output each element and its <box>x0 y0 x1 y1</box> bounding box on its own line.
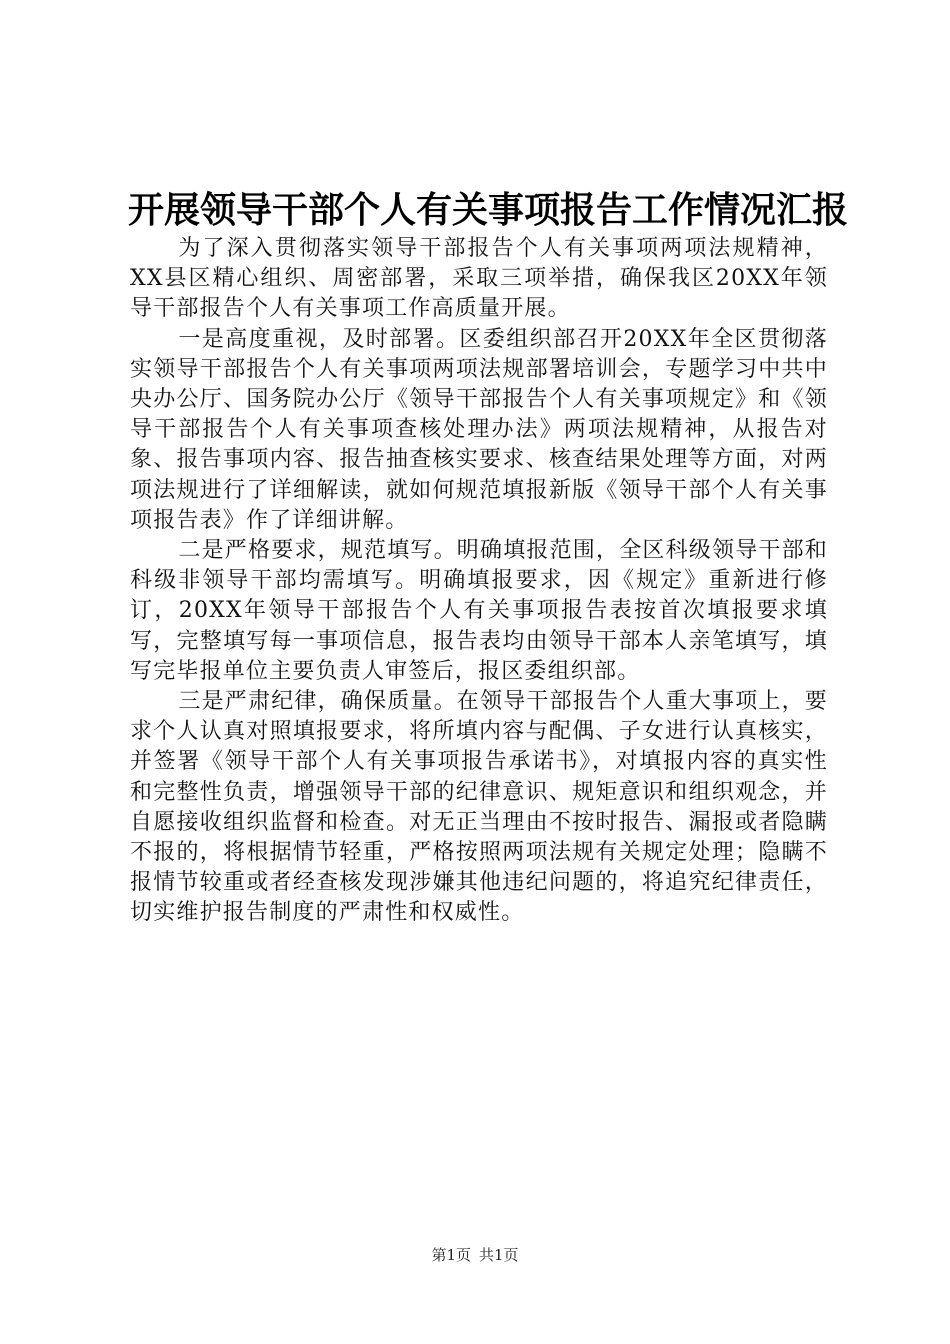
document-title: 开展领导干部个人有关事项报告工作情况汇报 <box>128 189 849 231</box>
page-footer <box>0 1245 950 1265</box>
document-body <box>130 234 828 929</box>
page-total: 共1页 <box>479 1246 519 1264</box>
paragraph-point-one: 一是高度重视，及时部署。区委组织部召开20XX年全区贯彻落实领导干部报告个人有关事项两项法规部署培训会，专题学习中共中央办公厅、国务院办公厅《领导干部报告个人有关事项规定》和《领导干部报告个人有关事项查核处理办法》两项法规精神，从报告对象、报告事项内容、报告抽查核实要求、核查结果处理等方面，对两项法规进行了详细解读，就如何规范填报新版《领导干部个人有关事项报告表》作了详细讲解。 <box>130 326 828 533</box>
page-number: 第1页 <box>431 1246 471 1264</box>
paragraph-point-two: 二是严格要求，规范填写。明确填报范围，全区科级领导干部和科级非领导干部均需填写。明确填报要求，因《规定》重新进行修订，20XX年领导干部报告个人有关事项报告表按首次填报要求填写，完整填写每一事项信息，报告表均由领导干部本人亲笔填写，填写完毕报单位主要负责人审签后，报区委组织部。 <box>130 538 828 684</box>
paragraph-intro: 为了深入贯彻落实领导干部报告个人有关事项两项法规精神，XX县区精心组织、周密部署，采取三项举措，确保我区20XX年领导干部报告个人有关事项工作高质量开展。 <box>130 236 828 322</box>
paragraph-point-three: 三是严肃纪律，确保质量。在领导干部报告个人重大事项上，要求个人认真对照填报要求，将所填内容与配偶、子女进行认真核实，并签署《领导干部个人有关事项报告承诺书》，对填报内容的真实性和完整性负责，增强领导干部的纪律意识、规矩意识和组织观念，并自愿接收组织监督和检查。对无正当理由不按时报告、漏报或者隐瞒不报的，将根据情节轻重，严格按照两项法规有关规定处理；隐瞒不报情节较重或者经查核发现涉嫌其他违纪问题的，将追究纪律责任，切实维护报告制度的严肃性和权威性。 <box>130 689 828 926</box>
